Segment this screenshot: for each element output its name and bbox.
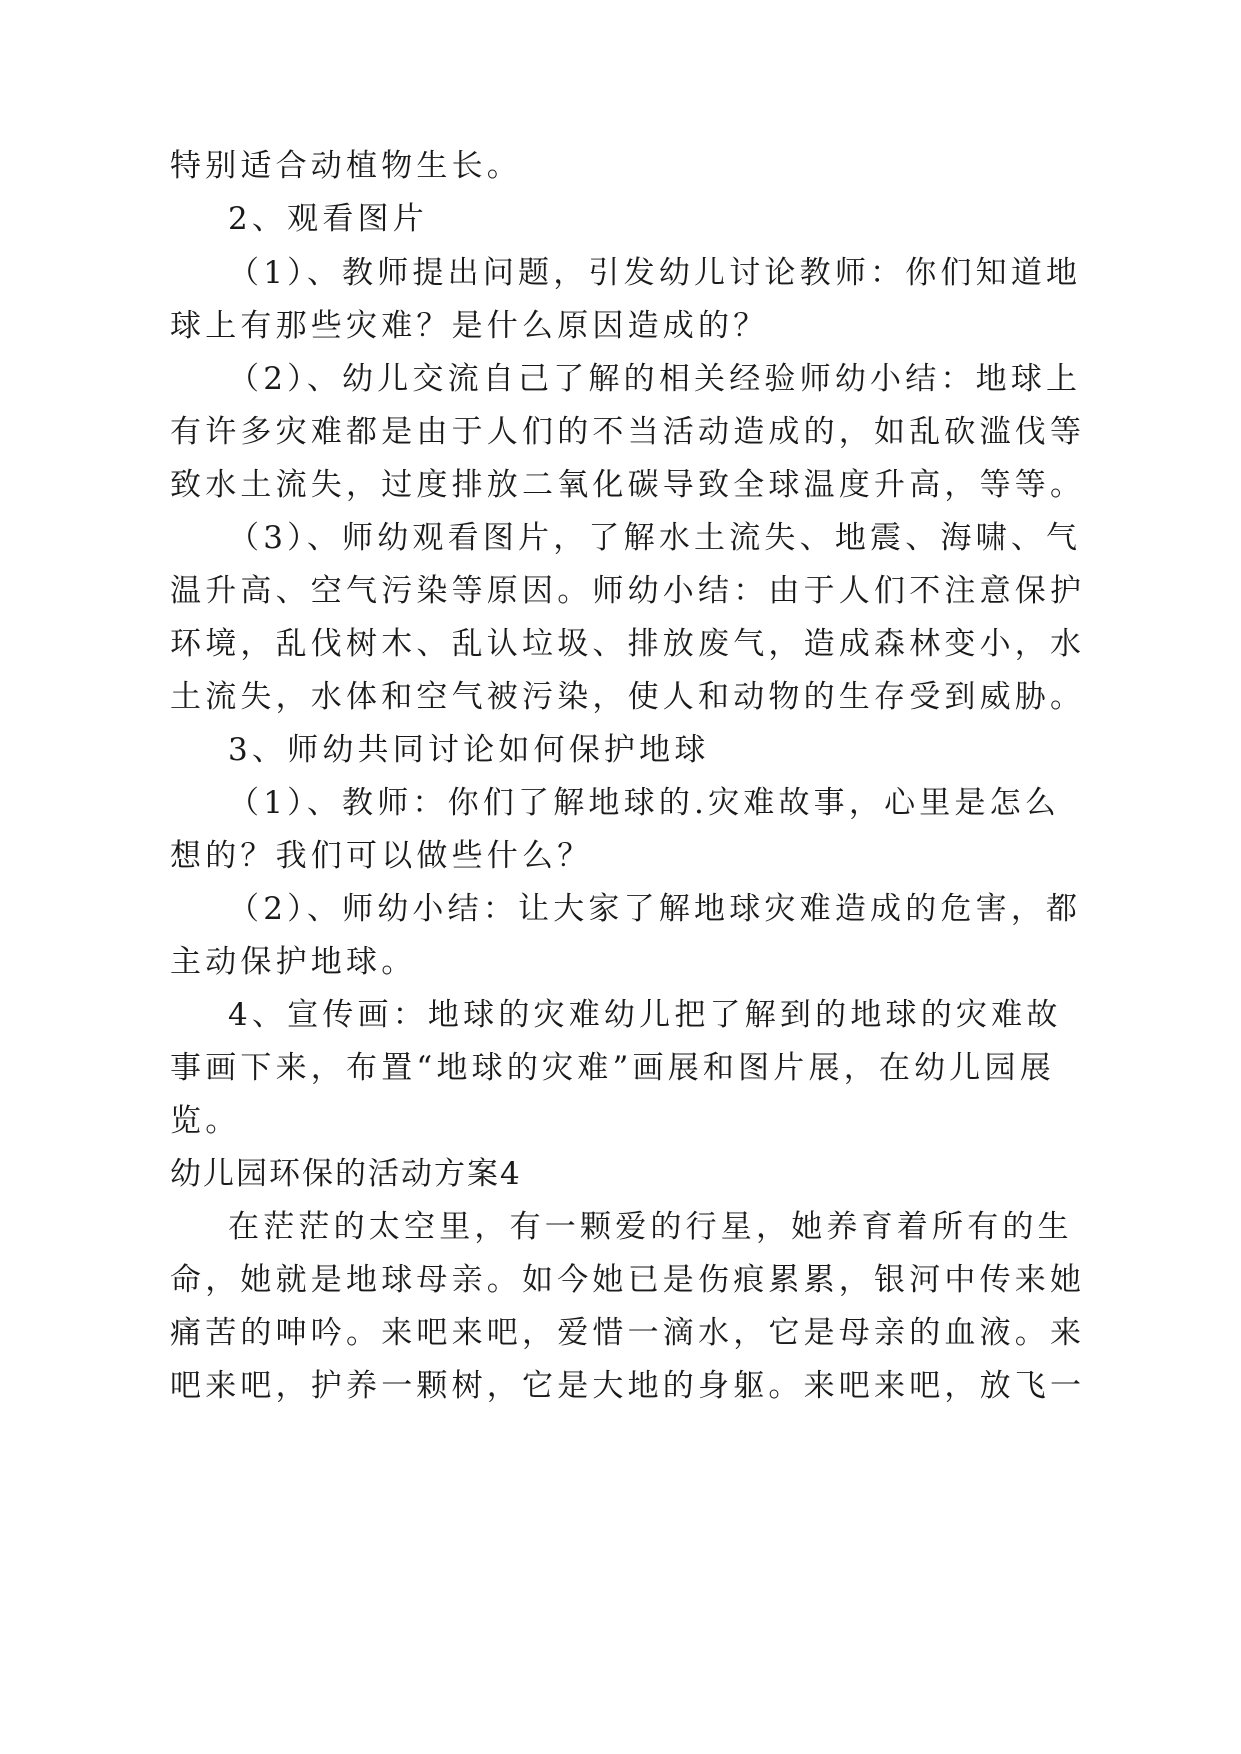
paragraph-line: （3）、师幼观看图片，了解水土流失、地震、海啸、气: [228, 520, 1082, 556]
paragraph-line: 想的？我们可以做些什么？: [170, 838, 593, 874]
paragraph-line: 土流失，水体和空气被污染，使人和动物的生存受到威胁。: [170, 679, 1086, 715]
section-heading: 2、观看图片: [228, 201, 428, 237]
paragraph-line: 命，她就是地球母亲。如今她已是伤痕累累，银河中传来她: [170, 1262, 1086, 1298]
paragraph-line: 吧来吧，护养一颗树，它是大地的身躯。来吧来吧，放飞一: [170, 1368, 1086, 1404]
paragraph-line: 有许多灾难都是由于人们的不当活动造成的，如乱砍滥伐等: [170, 414, 1086, 450]
paragraph-line: 4、宣传画：地球的灾难幼儿把了解到的地球的灾难故: [228, 997, 1062, 1033]
paragraph-line: 致水土流失，过度排放二氧化碳导致全球温度升高，等等。: [170, 467, 1086, 503]
section-title: 幼儿园环保的活动方案4: [170, 1156, 522, 1192]
paragraph-line: 痛苦的呻吟。来吧来吧，爱惜一滴水，它是母亲的血液。来: [170, 1315, 1086, 1351]
paragraph-line: （1）、教师：你们了解地球的.灾难故事，心里是怎么: [228, 785, 1061, 821]
paragraph-line: 在茫茫的太空里，有一颗爱的行星，她养育着所有的生: [228, 1209, 1073, 1245]
section-heading: 3、师幼共同讨论如何保护地球: [228, 732, 710, 768]
paragraph-line: 特别适合动植物生长。: [170, 148, 522, 184]
paragraph-line: （2）、师幼小结：让大家了解地球灾难造成的危害，都: [228, 891, 1082, 927]
paragraph-line: 球上有那些灾难？是什么原因造成的？: [170, 308, 769, 344]
paragraph-line: 事画下来，布置“地球的灾难”画展和图片展，在幼儿园展: [170, 1050, 1055, 1086]
paragraph-line: 主动保护地球。: [170, 944, 417, 980]
paragraph-line: （2）、幼儿交流自己了解的相关经验师幼小结：地球上: [228, 361, 1082, 397]
paragraph-line: 环境，乱伐树木、乱认垃圾、排放废气，造成森林变小，水: [170, 626, 1086, 662]
paragraph-line: 览。: [170, 1103, 241, 1139]
paragraph-line: 温升高、空气污染等原因。师幼小结：由于人们不注意保护: [170, 573, 1086, 609]
paragraph-line: （1）、教师提出问题，引发幼儿讨论教师：你们知道地: [228, 255, 1082, 291]
